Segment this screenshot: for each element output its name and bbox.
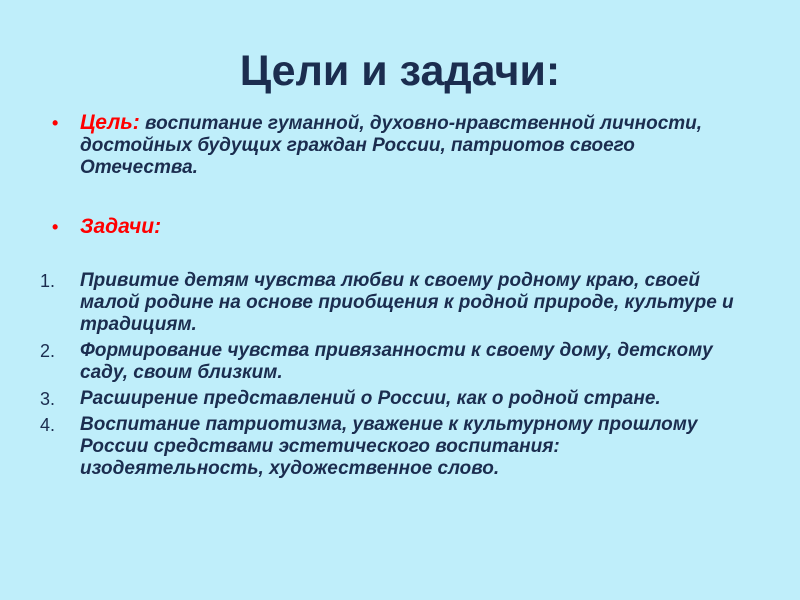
goal-bullet: [52, 112, 752, 179]
task-number: 2.: [40, 341, 56, 361]
tasks-row: [52, 216, 752, 239]
bullet-icon: •: [52, 217, 59, 237]
task-text: Привитие детям чувства любви к своему родному краю, своей малой родине на основе приобщения к родной природе, культуре и традициям.: [80, 270, 734, 335]
goal-colon: :: [132, 111, 140, 134]
tasks-bullet: [52, 216, 752, 239]
goal-row: [52, 112, 752, 179]
bullet-icon: •: [52, 113, 59, 133]
task-number: 4.: [40, 415, 56, 435]
task-text: Воспитание патриотизма, уважение к культурному прошлому России средствами эстетического воспитания: изодеятельность, художественное слово.: [80, 414, 698, 479]
tasks-colon: :: [154, 215, 162, 238]
task-item: [40, 388, 740, 410]
task-text: Расширение представлений о России, как о родной стране.: [80, 388, 661, 409]
tasks-list: [40, 270, 740, 484]
goal-label: Цель: [80, 111, 133, 134]
task-number: 1.: [40, 271, 56, 291]
tasks-label: Задачи: [80, 215, 155, 238]
task-item: [40, 270, 740, 336]
slide-title: Цели и задачи:: [239, 47, 561, 95]
task-number: 3.: [40, 389, 56, 409]
goal-text: воспитание гуманной, духовно-нравственной личности, достойных будущих граждан России, патриотов своего Отечества.: [80, 113, 703, 178]
task-item: [40, 414, 740, 480]
task-item: [40, 340, 740, 384]
task-text: Формирование чувства привязанности к своему дому, детскому саду, своим близким.: [80, 340, 713, 383]
